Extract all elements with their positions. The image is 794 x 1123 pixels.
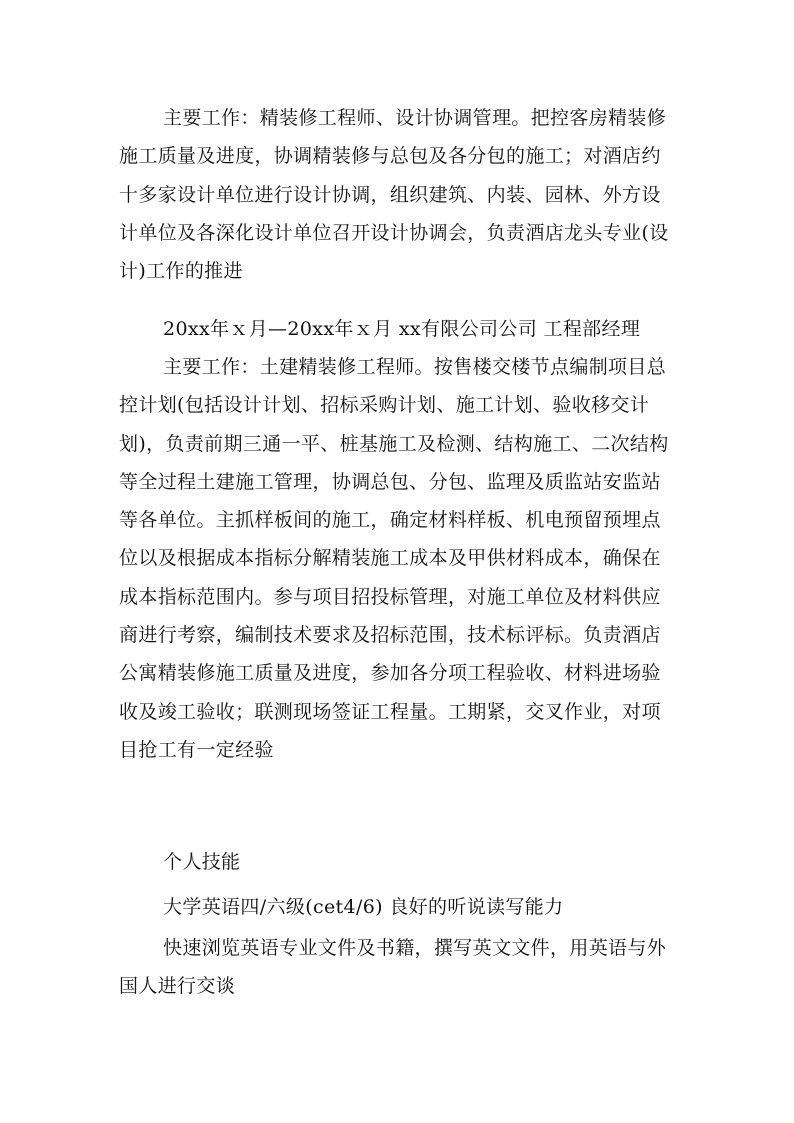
paragraph-skills-heading: 个人技能: [163, 851, 241, 873]
paragraph-english-level: 大学英语四/六级(cet4/6) 良好的听说读写能力: [163, 896, 564, 918]
paragraph-job-period: 20xx年ｘ月—20xx年ｘ月 xx有限公司公司 工程部经理: [163, 318, 641, 340]
paragraph-work-duties-2: 主要工作：土建精装修工程师。按售楼交楼节点编制项目总控计划(包括设计计划、招标采购计划、施工计划、验收移交计划)，负责前期三通一平、桩基施工及检测、结构施工、二次结构等全过程土建施工管理，协调总包、分包、监理及质监站安监站等各单位。主抓样板间的施工，确定材料样板、机电预留预埋点位以及根据成本指标分解精装施工成本及甲供材料成本，确保在成本指标范围内。参与项目招投标管理，对施工单位及材料供应商进行考察，编制技术要求及招标范围，技术标评标。负责酒店公寓精装修施工质量及进度，参加各分项工程验收、材料进场验收及竣工验收；联测现场签证工程量。工期紧，交叉作业，对项目抢工有一定经验: [119, 356, 669, 761]
paragraph-work-duties-1: 主要工作：精装修工程师、设计协调管理。把控客房精装修施工质量及进度，协调精装修与总包及各分包的施工；对酒店约十多家设计单位进行设计协调，组织建筑、内装、园林、外方设计单位及各深化设计单位召开设计协调会，负责酒店龙头专业(设计)工作的推进: [119, 107, 669, 283]
paragraph-english-ability: 快速浏览英语专业文件及书籍，撰写英文文件，用英语与外国人进行交谈: [119, 937, 667, 998]
